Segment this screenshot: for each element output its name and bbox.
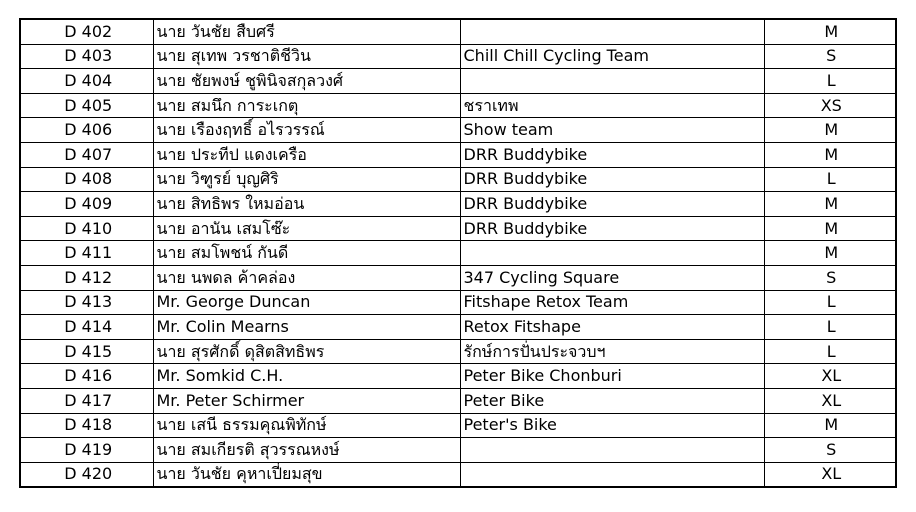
bib-number-cell: D 417 <box>20 388 153 413</box>
shirt-size-cell: L <box>764 69 896 94</box>
team-name-cell: รักษ์การปั่นประจวบฯ <box>460 339 764 364</box>
team-name-cell <box>460 438 764 463</box>
rider-name-cell: นาย สมเกียรติ สุวรรณหงษ์ <box>153 438 460 463</box>
table-row <box>20 44 896 69</box>
team-name-cell: Retox Fitshape <box>460 315 764 340</box>
shirt-size-cell: M <box>764 241 896 266</box>
bib-number-cell: D 418 <box>20 413 153 438</box>
rider-name-cell: นาย สุเทพ วรชาติชีวิน <box>153 44 460 69</box>
rider-name-cell: Mr. Peter Schirmer <box>153 388 460 413</box>
table-row <box>20 265 896 290</box>
shirt-size-cell: M <box>764 216 896 241</box>
bib-number-cell: D 408 <box>20 167 153 192</box>
bib-number-cell: D 410 <box>20 216 153 241</box>
shirt-size-cell: L <box>764 315 896 340</box>
shirt-size-cell: M <box>764 142 896 167</box>
team-name-cell: DRR Buddybike <box>460 192 764 217</box>
team-name-cell: Peter Bike <box>460 388 764 413</box>
rider-name-cell: Mr. Somkid C.H. <box>153 364 460 389</box>
shirt-size-cell: XS <box>764 93 896 118</box>
roster-table <box>19 18 897 488</box>
table-row <box>20 167 896 192</box>
rider-name-cell: นาย สมโพชน์ กันดี <box>153 241 460 266</box>
table-row <box>20 290 896 315</box>
rider-name-cell: นาย ประทีป แดงเครือ <box>153 142 460 167</box>
bib-number-cell: D 407 <box>20 142 153 167</box>
shirt-size-cell: M <box>764 192 896 217</box>
shirt-size-cell: S <box>764 44 896 69</box>
shirt-size-cell: XL <box>764 364 896 389</box>
rider-name-cell: นาย สมนึก การะเกตุ <box>153 93 460 118</box>
table-row <box>20 241 896 266</box>
table-row <box>20 69 896 94</box>
table-row <box>20 438 896 463</box>
table-row <box>20 93 896 118</box>
shirt-size-cell: L <box>764 290 896 315</box>
table-row <box>20 142 896 167</box>
rider-name-cell: นาย ชัยพงษ์ ชูพินิจสกุลวงศ์ <box>153 69 460 94</box>
rider-name-cell: นาย สิทธิพร ใหมอ่อน <box>153 192 460 217</box>
team-name-cell <box>460 241 764 266</box>
team-name-cell: 347 Cycling Square <box>460 265 764 290</box>
table-row <box>20 413 896 438</box>
team-name-cell <box>460 69 764 94</box>
shirt-size-cell: M <box>764 413 896 438</box>
table-row <box>20 118 896 143</box>
table-row <box>20 192 896 217</box>
rider-name-cell: นาย อานัน เสมโซ๊ะ <box>153 216 460 241</box>
bib-number-cell: D 402 <box>20 19 153 44</box>
team-name-cell: DRR Buddybike <box>460 142 764 167</box>
bib-number-cell: D 409 <box>20 192 153 217</box>
shirt-size-cell: S <box>764 438 896 463</box>
rider-name-cell: นาย สุรศักดิ์ ดุสิตสิทธิพร <box>153 339 460 364</box>
table-row <box>20 339 896 364</box>
bib-number-cell: D 416 <box>20 364 153 389</box>
rider-name-cell: Mr. Colin Mearns <box>153 315 460 340</box>
team-name-cell <box>460 19 764 44</box>
table-row <box>20 315 896 340</box>
shirt-size-cell: M <box>764 118 896 143</box>
team-name-cell: Show team <box>460 118 764 143</box>
bib-number-cell: D 419 <box>20 438 153 463</box>
bib-number-cell: D 414 <box>20 315 153 340</box>
bib-number-cell: D 404 <box>20 69 153 94</box>
shirt-size-cell: XL <box>764 462 896 487</box>
shirt-size-cell: L <box>764 167 896 192</box>
table-row <box>20 364 896 389</box>
team-name-cell: DRR Buddybike <box>460 167 764 192</box>
team-name-cell: Chill Chill Cycling Team <box>460 44 764 69</box>
rider-name-cell: นาย เรืองฤทธิ์ อไรวรรณ์ <box>153 118 460 143</box>
rider-name-cell: นาย เสนี ธรรมคุณพิทักษ์ <box>153 413 460 438</box>
rider-name-cell: Mr. George Duncan <box>153 290 460 315</box>
team-name-cell <box>460 462 764 487</box>
roster-sheet <box>19 18 895 488</box>
bib-number-cell: D 405 <box>20 93 153 118</box>
table-row <box>20 462 896 487</box>
rider-name-cell: นาย วิฑูรย์ บุญศิริ <box>153 167 460 192</box>
table-row <box>20 19 896 44</box>
bib-number-cell: D 403 <box>20 44 153 69</box>
team-name-cell: ชราเทพ <box>460 93 764 118</box>
shirt-size-cell: XL <box>764 388 896 413</box>
bib-number-cell: D 420 <box>20 462 153 487</box>
table-row <box>20 388 896 413</box>
bib-number-cell: D 406 <box>20 118 153 143</box>
team-name-cell: Peter Bike Chonburi <box>460 364 764 389</box>
roster-body <box>20 19 896 487</box>
rider-name-cell: นาย วันชัย สืบศรี <box>153 19 460 44</box>
bib-number-cell: D 411 <box>20 241 153 266</box>
bib-number-cell: D 415 <box>20 339 153 364</box>
shirt-size-cell: M <box>764 19 896 44</box>
rider-name-cell: นาย วันชัย คุหาเปี่ยมสุข <box>153 462 460 487</box>
team-name-cell: DRR Buddybike <box>460 216 764 241</box>
team-name-cell: Peter's Bike <box>460 413 764 438</box>
shirt-size-cell: L <box>764 339 896 364</box>
bib-number-cell: D 412 <box>20 265 153 290</box>
table-row <box>20 216 896 241</box>
rider-name-cell: นาย นพดล ค้าคล่อง <box>153 265 460 290</box>
bib-number-cell: D 413 <box>20 290 153 315</box>
team-name-cell: Fitshape Retox Team <box>460 290 764 315</box>
shirt-size-cell: S <box>764 265 896 290</box>
